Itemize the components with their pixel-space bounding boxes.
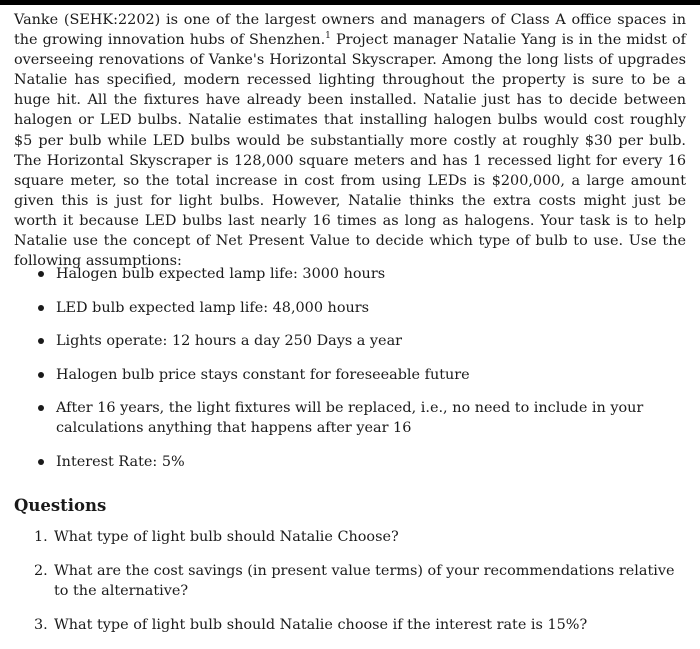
question-item (34, 561, 686, 601)
question-number: 3. (34, 617, 48, 633)
question-number: 1. (34, 529, 48, 545)
bullet-icon (38, 459, 44, 465)
footnote-marker: 1 (325, 31, 331, 42)
list-item-text: Lights operate: 12 hours a day 250 Days a year (56, 333, 403, 350)
list-item-text: Halogen bulb expected lamp life: 3000 hours (56, 266, 386, 282)
intro-paragraph (14, 10, 686, 271)
top-border (0, 0, 700, 5)
bullet-icon (38, 338, 44, 344)
list-item (36, 331, 686, 351)
bullet-icon (38, 372, 44, 378)
list-item-text: Interest Rate: 5% (56, 453, 185, 470)
question-text: What are the cost savings (in present value terms) of your recommendations relative to the alternative? (54, 563, 675, 599)
list-item-text: LED bulb expected lamp life: 48,000 hours (56, 299, 370, 316)
list-item (36, 452, 686, 472)
question-item (34, 527, 686, 547)
question-text: What type of light bulb should Natalie choose if the interest rate is 15%? (54, 617, 588, 633)
intro-text-part2: Project manager Natalie Yang is in the midst of overseeing renovations of Vanke's Horizontal Skyscraper. Among the long lists of upgrades Natalie has specified, modern recessed lighting throughout the property is sure to be a huge hit. All the fixtures have already been installed. Natalie just has to decide between halogen or LED bulbs. Natalie estimates that installing halogen bulbs would cost roughly $5 per bulb while LED bulbs would be substantially more costly at roughly $30 per bulb. The Horizontal Skyscraper is 128,000 square meters and has 1 recessed light for every 16 square meter, so the total increase in cost from using LEDs is $200,000, a large amount given this is just for light bulbs. However, Natalie thinks the extra costs might just be worth it because LED bulbs last nearly 16 times as long as halogens. Your task is to help Natalie use the concept of Net Present Value to decide which type of bulb to use. Use the following assumptions: (14, 32, 686, 270)
bullet-icon (38, 271, 44, 277)
list-item (36, 365, 686, 385)
list-item (36, 264, 686, 284)
question-number: 2. (34, 563, 48, 579)
question-text: What type of light bulb should Natalie Choose? (54, 529, 399, 545)
bullet-icon (38, 305, 44, 311)
list-item (36, 398, 686, 438)
list-item-text: After 16 years, the light fixtures will be replaced, i.e., no need to include in your calculations anything that happens after year 16 (56, 400, 644, 437)
assumptions-list (36, 264, 686, 486)
list-item-text: Halogen bulb price stays constant for foreseeable future (56, 366, 470, 383)
questions-list (34, 527, 686, 649)
bullet-icon (38, 405, 44, 411)
question-item (34, 615, 686, 635)
intro-text-part1: Vanke (SEHK:2202) is one of the largest owners and managers of Class A office spaces in the growing innovation hubs of Shenzhen. (14, 12, 686, 49)
list-item (36, 298, 686, 318)
questions-heading: Questions (14, 496, 107, 515)
